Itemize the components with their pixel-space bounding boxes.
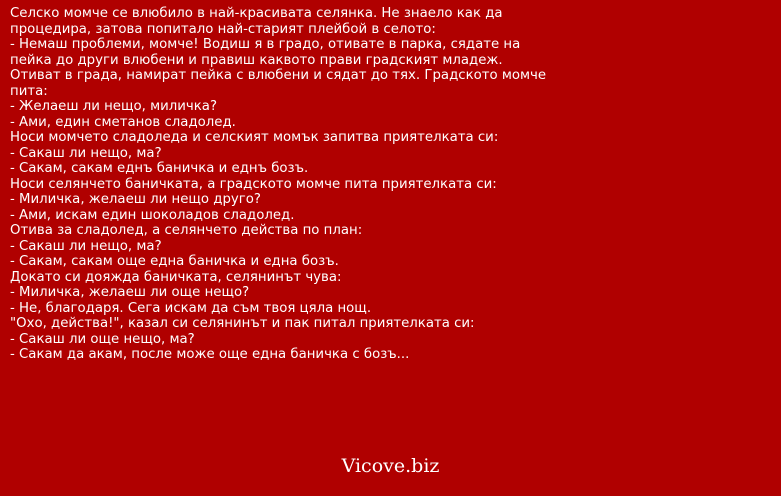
joke-line: - Сакаш ли още нещо, ма?	[10, 331, 195, 347]
joke-line: - Сакам да акам, после може още една баничка с бозъ...	[10, 347, 410, 362]
joke-line: - Ами, искам един шоколадов сладолед.	[10, 207, 295, 223]
joke-line: Докато си дояжда баничката, селянинът чува:	[10, 269, 342, 285]
joke-line: - Желаеш ли нещо, миличка?	[10, 99, 218, 114]
joke-line: "Охо, действа!", казал си селянинът и пак питал приятелката си:	[10, 316, 475, 331]
site-name: Vicove.biz	[341, 455, 440, 477]
joke-line: Отива за сладолед, а селянчето действа по план:	[10, 223, 363, 238]
joke-line: - Миличка, желаеш ли още нещо?	[10, 285, 250, 300]
joke-line: Селско момче се влюбило в най-красивата селянка. Не знаело как да	[10, 6, 503, 21]
joke-line: пита:	[10, 83, 48, 99]
joke-line: - Немаш проблеми, момче! Водиш я в градо, отивате в парка, сядате на	[10, 37, 521, 52]
joke-line: пейка до други влюбени и правиш каквото прави градският младеж.	[10, 52, 503, 68]
joke-line: - Сакаш ли нещо, ма?	[10, 238, 162, 254]
joke-line: - Не, благодаря. Сега искам да съм твоя цяла нощ.	[10, 300, 372, 316]
joke-line: процедира, затова попитало най-старият плейбой в селото:	[10, 21, 436, 37]
joke-line: Носи момчето сладоледа и селският момък запитва приятелката си:	[10, 130, 499, 145]
joke-line: - Сакаш ли нещо, ма?	[10, 145, 162, 161]
joke-line: Отиват в града, намират пейка с влюбени и сядат до тях. Градското момче	[10, 68, 547, 83]
joke-text	[10, 6, 770, 363]
joke-line: Носи селянчето баничката, а градското момче пита приятелката си:	[10, 176, 497, 192]
joke-line: - Ами, един сметанов сладолед.	[10, 114, 236, 130]
joke-line: - Миличка, желаеш ли нещо друго?	[10, 192, 261, 207]
joke-line: - Сакам, сакам еднъ баничка и еднъ бозъ.	[10, 161, 309, 176]
joke-line: - Сакам, сакам още една баничка и една бозъ.	[10, 254, 339, 269]
